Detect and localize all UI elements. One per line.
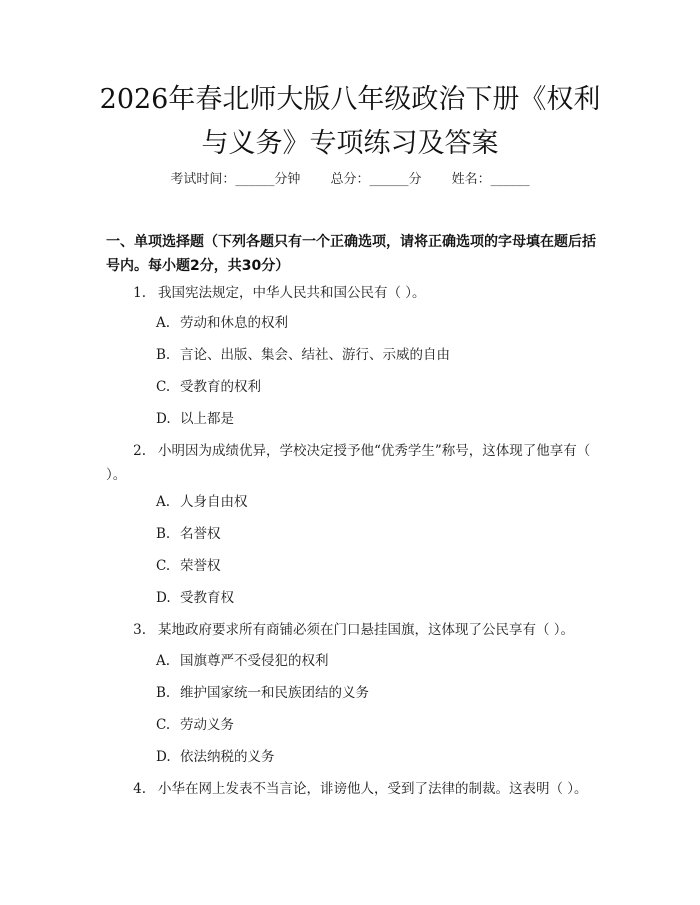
option-letter: A.	[156, 315, 171, 331]
question-text: 小明因为成绩优异，学校决定授予他“优秀学生”称号，这体现了他享有（ ）。	[106, 443, 591, 483]
option-3a	[156, 651, 596, 671]
option-text: 受教育权	[180, 590, 234, 606]
option-letter: C.	[156, 379, 171, 395]
option-text: 依法纳税的义务	[180, 749, 275, 765]
option-letter: C.	[156, 717, 171, 733]
question-number: 1.	[133, 285, 146, 301]
student-name-field: 姓名：______	[451, 172, 530, 187]
option-1c	[156, 377, 596, 397]
question-number: 4.	[133, 781, 146, 797]
question-number: 2.	[133, 443, 146, 459]
question-3	[106, 618, 596, 642]
option-2a	[156, 492, 596, 512]
option-3d	[156, 747, 596, 767]
option-text: 人身自由权	[180, 494, 248, 510]
document-title: 2026年春北师大版八年级政治下册《权利与义务》专项练习及答案	[99, 84, 601, 159]
option-letter: C.	[156, 558, 171, 574]
question-text: 我国宪法规定，中华人民共和国公民有（ ）。	[158, 285, 426, 301]
option-letter: B.	[156, 526, 171, 542]
option-2d	[156, 588, 596, 608]
option-letter: D.	[156, 411, 171, 427]
option-letter: B.	[156, 685, 171, 701]
option-1d	[156, 409, 596, 429]
option-2c	[156, 556, 596, 576]
option-text: 维护国家统一和民族团结的义务	[180, 685, 369, 701]
option-text: 劳动和休息的权利	[180, 315, 288, 331]
question-text: 小华在网上发表不当言论，诽谤他人，受到了法律的制裁。这表明（ ）。	[158, 781, 588, 797]
option-letter: A.	[156, 494, 171, 510]
option-text: 国旗尊严不受侵犯的权利	[180, 653, 329, 669]
question-text: 某地政府要求所有商铺必须在门口悬挂国旗，这体现了公民享有（ ）。	[158, 622, 575, 638]
option-text: 以上都是	[180, 411, 234, 427]
question-number: 3.	[133, 622, 146, 638]
question-1	[106, 281, 596, 305]
section-heading: 一、单项选择题（下列各题只有一个正确选项，请将正确选项的字母填在题后括号内。每小题2分，共30分）	[106, 234, 596, 274]
option-letter: A.	[156, 653, 171, 669]
question-4	[106, 777, 596, 801]
option-3c	[156, 715, 596, 735]
option-3b	[156, 683, 596, 703]
option-letter: D.	[156, 749, 171, 765]
option-letter: D.	[156, 590, 171, 606]
exam-meta-line	[0, 168, 700, 187]
option-text: 劳动义务	[180, 717, 234, 733]
total-score-field: 总分：______分	[330, 172, 422, 187]
exam-time-field: 考试时间：______分钟	[170, 172, 301, 187]
option-1b	[156, 345, 596, 365]
question-2	[106, 439, 596, 487]
option-text: 荣誉权	[180, 558, 221, 574]
option-text: 受教育的权利	[180, 379, 261, 395]
option-text: 言论、出版、集会、结社、游行、示威的自由	[180, 347, 450, 363]
option-text: 名誉权	[180, 526, 221, 542]
option-2b	[156, 524, 596, 544]
option-letter: B.	[156, 347, 171, 363]
option-1a	[156, 313, 596, 333]
